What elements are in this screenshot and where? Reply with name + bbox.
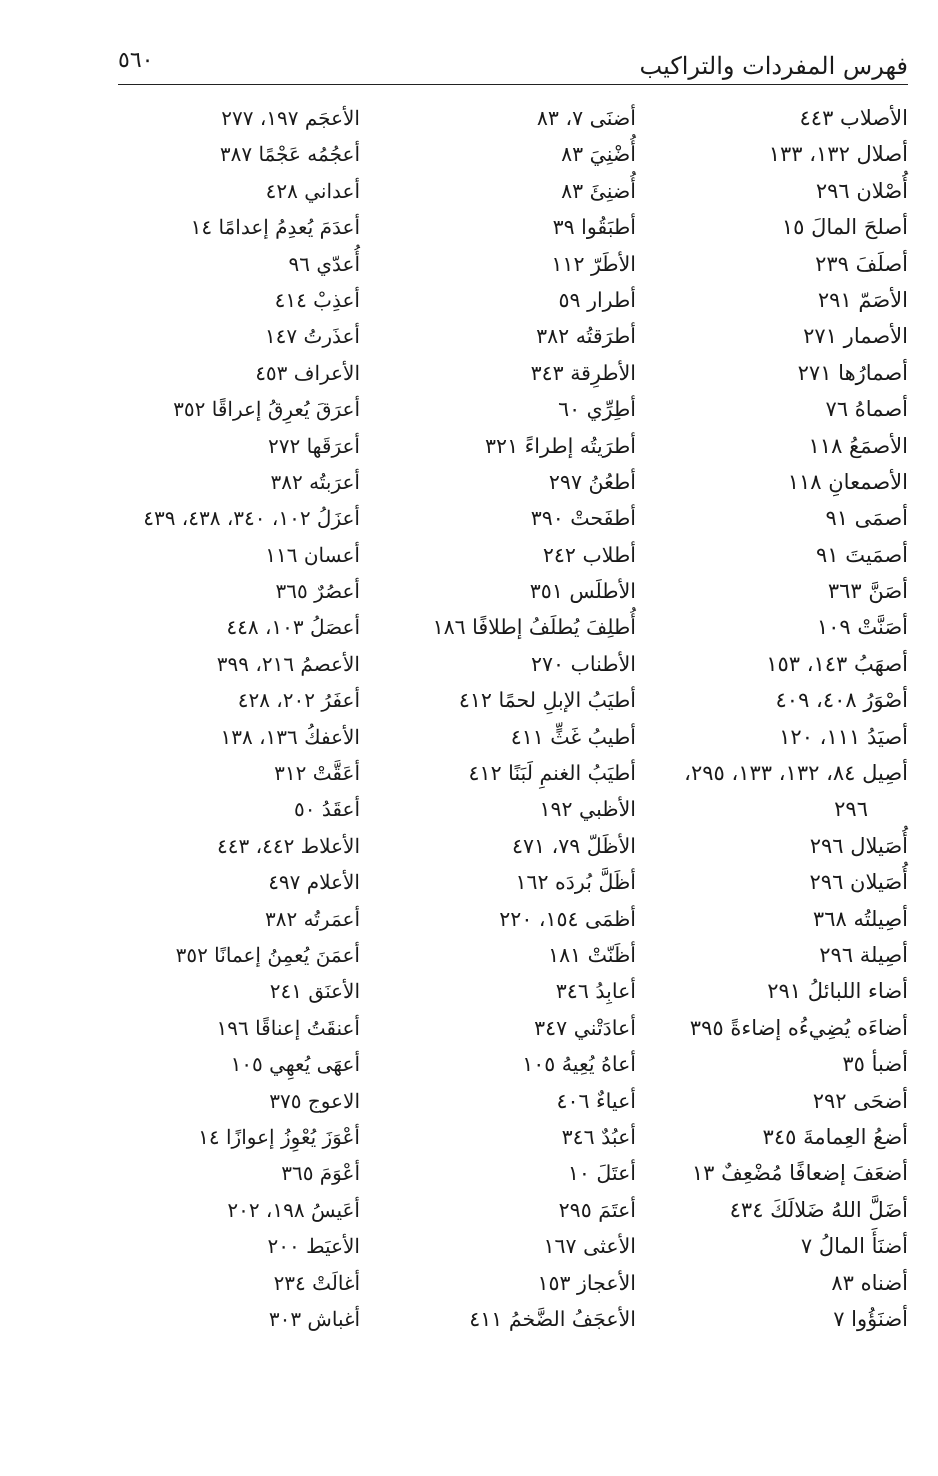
index-entry: أصْوَرُ ٤٠٨، ٤٠٩ (775, 688, 908, 713)
index-entry: أعَيسُ ١٩٨، ٢٠٢ (227, 1197, 360, 1222)
index-entry: أعذَرتُ ١٤٧ (264, 324, 360, 349)
index-entry: الأطَرّ ١١٢ (551, 251, 636, 276)
index-entry: أغالَتْ ٢٣٤ (273, 1270, 360, 1295)
index-entry: الأعصمُ ٢١٦، ٣٩٩ (216, 651, 360, 676)
index-entry: أظَلَّ بُردَه ١٦٢ (515, 870, 636, 895)
index-entry: أطلاب ٢٤٢ (542, 542, 636, 567)
index-entry: أطيَبُ الإبلِ لحمًا ٤١٢ (458, 688, 636, 713)
index-entry: الأصمَعُ ١١٨ (808, 433, 908, 458)
index-entry: الأطلَس ٣٥١ (529, 579, 636, 604)
index-entry: أعصَلُ ١٠٣، ٤٤٨ (226, 615, 360, 640)
index-entry: أعهَى يُعهِي ١٠٥ (230, 1052, 360, 1077)
index-entry: أصَنَّتْ ١٠٩ (816, 615, 908, 640)
index-column-middle (404, 100, 636, 1337)
index-entry: الأعثى ١٦٧ (543, 1234, 636, 1259)
index-entry: أطبَقُوا ٣٩ (552, 215, 636, 240)
index-entry: الأعجَفُ الضَّخمُ ٤١١ (469, 1306, 636, 1331)
index-entry: الأعجَم ١٩٧، ٢٧٧ (221, 106, 360, 130)
index-entry: أعرَقَها ٢٧٢ (268, 433, 360, 458)
index-entry: أصلحَ المالَ ١٥ (781, 215, 908, 240)
index-entry: الأعجاز ١٥٣ (537, 1270, 636, 1295)
index-entry: أصِيل ٨٤، ١٣٢، ١٣٣، ٢٩٥، (684, 761, 908, 786)
index-entry: أعرَقَ يُعرِقُ إعراقًا ٣٥٢ (173, 397, 360, 422)
index-entry: الأعفكُ ١٣٦، ١٣٨ (220, 724, 360, 749)
index-entry: الأصمعانِ ١١٨ (787, 469, 908, 494)
index-entry: أعاهُ يُعِيهُ ١٠٥ (522, 1052, 636, 1077)
index-entry: أصِيلتُه ٣٦٨ (812, 906, 908, 931)
index-entry: أضنَؤُوا ٧ (833, 1306, 908, 1331)
index-entry: أظمَى ١٥٤، ٢٢٠ (499, 906, 636, 931)
index-entry: أضعُ العِمامةَ ٣٤٥ (762, 1124, 908, 1149)
index-entry: أُعدّي ٩٦ (288, 251, 360, 276)
index-entry: الأعلام ٤٩٧ (268, 870, 360, 895)
index-entry: الأصلاب ٤٤٣ (799, 106, 908, 130)
index-entry: أضنَى ٧، ٨٣ (536, 106, 636, 130)
index-entry: أعرَبتُه ٣٨٢ (270, 469, 360, 494)
index-entry: أضنَأَ المالُ ٧ (800, 1234, 908, 1259)
index-entry: أصماهُ ٧٦ (825, 397, 908, 422)
index-entry: أعزَلُ ١٠٢، ٣٤٠، ٤٣٨، ٤٣٩ (143, 506, 360, 531)
index-entry: الأعلاط ٤٤٢، ٤٤٣ (217, 833, 360, 858)
index-entry: أُطلِفَ يُطلَفُ إطلافًا ١٨٦ (432, 615, 636, 640)
index-entry: أضعَفَ إضعافًا مُضْعِفٌ ١٣ (691, 1161, 908, 1186)
index-column-right (608, 100, 908, 1337)
index-entry: الأصَمّ ٢٩١ (817, 287, 908, 312)
page-number: ٥٦٠ (118, 48, 154, 73)
index-entry: أُصَيلال ٢٩٦ (809, 833, 908, 858)
index-entry: أطفَحتْ ٣٩٠ (530, 506, 636, 531)
index-entry: أعنقَتُ إعناقًا ١٩٦ (216, 1015, 360, 1040)
index-entry: أغباش ٣٠٣ (268, 1306, 360, 1331)
index-entry: أعياءٌ ٤٠٦ (556, 1088, 636, 1113)
index-entry: أُصَيلان ٢٩٦ (809, 870, 908, 895)
index-entry: أُصْلان ٢٩٦ (815, 178, 908, 203)
index-entry-continuation: ٢٩٦ (834, 797, 868, 822)
index-entry: أصيَدُ ١١١، ١٢٠ (779, 724, 908, 749)
index-entry: الأعنَق ٢٤١ (269, 979, 360, 1004)
index-entry: أطرَقتُه ٣٨٢ (536, 324, 636, 349)
index-entry: أصهَبُ ١٤٣، ١٥٣ (766, 651, 908, 676)
index-entry: أعذِبْ ٤١٤ (274, 287, 360, 312)
index-entry: أضاء اللبائلُ ٢٩١ (767, 979, 908, 1004)
index-entry: أعادَتْني ٣٤٧ (534, 1015, 636, 1040)
index-entry: أصمَى ٩١ (825, 506, 908, 531)
index-entry: أعَقَّتْ ٣١٢ (274, 761, 360, 786)
index-entry: الأظَلّ ٧٩، ٤٧١ (512, 833, 636, 858)
index-entry: الأطناب ٢٧٠ (531, 651, 636, 676)
index-entry: أصلال ١٣٢، ١٣٣ (768, 142, 908, 167)
index-entry: أصمَيتَ ٩١ (815, 542, 908, 567)
index-entry: أعسان ١١٦ (265, 542, 360, 567)
index-entry: أعمَرتُه ٣٨٢ (265, 906, 360, 931)
index-entry: أعصُرٌ ٣٦٥ (275, 579, 360, 604)
index-entry: أُضنِئَ ٨٣ (561, 178, 636, 203)
index-entry: أضناه ٨٣ (831, 1270, 908, 1295)
index-entry: أعتَلَ ١٠ (567, 1161, 636, 1186)
index-entry: أصلَفَ ٢٣٩ (815, 251, 908, 276)
index-entry: أطرار ٥٩ (558, 287, 636, 312)
index-entry: أظَنّتْ ١٨١ (548, 942, 636, 967)
index-entry: أطِرِّي ٦٠ (558, 397, 636, 422)
index-entry: الأعيَط ٢٠٠ (267, 1234, 360, 1259)
index-entry: الأصمار ٢٧١ (803, 324, 908, 349)
index-entry: أعابِدُ ٣٤٦ (555, 979, 636, 1004)
index-entry: أضحَى ٢٩٢ (812, 1088, 908, 1113)
index-entry: أعْوَمَ ٣٦٥ (281, 1161, 360, 1186)
index-entry: أطيبُ غَثٍّ ٤١١ (510, 724, 636, 749)
index-entry: أعمَنَ يُعمِنُ إعمانًا ٣٥٢ (175, 942, 360, 967)
index-entry: أصِيلة ٢٩٦ (819, 942, 908, 967)
index-entry: أعبُدٌ ٣٤٦ (561, 1124, 636, 1149)
index-entry: الأظبي ١٩٢ (539, 797, 636, 822)
index-entry: أعقَدُ ٥٠ (294, 797, 360, 822)
header-rule (118, 84, 908, 85)
index-entry: أضبأ ٣٥ (842, 1052, 908, 1077)
index-entry: أعدَمَ يُعدِمُ إعدامًا ١٤ (190, 215, 360, 240)
index-entry: الأعراف ٤٥٣ (255, 360, 360, 385)
index-entry: أضاءَه يُضِيءُه إضاءةً ٣٩٥ (689, 1015, 908, 1040)
index-entry: أعجُمُه عَجْمًا ٣٨٧ (219, 142, 360, 167)
index-entry: أُضْنِيَ ٨٣ (561, 142, 636, 167)
index-entry: أعداني ٤٢٨ (265, 178, 360, 203)
index-entry: الأطرِقة ٣٤٣ (530, 360, 636, 385)
index-entry: أضَلَّ اللهُ ضَلالَكَ ٤٣٤ (729, 1197, 908, 1222)
index-entry: أطعُنُ ٢٩٧ (548, 469, 636, 494)
index-entry: أعتَمَ ٢٩٥ (558, 1197, 636, 1222)
index-column-left (100, 100, 360, 1337)
index-entry: أعْوَزَ يُعْوِزُ إعوازًا ١٤ (198, 1124, 360, 1149)
index-entry: أطيَبُ الغنمِ لَبَنًا ٤١٢ (468, 761, 636, 786)
index-entry: الاعوج ٣٧٥ (269, 1088, 360, 1113)
index-entry: أطرَيتُه إطراءً ٣٢١ (485, 433, 636, 458)
index-entry: أصمارُها ٢٧١ (797, 360, 908, 385)
running-title: فهرس المفردات والتراكيب (639, 52, 908, 80)
index-entry: أعفَرُ ٢٠٢، ٤٢٨ (237, 688, 360, 713)
index-entry: أصَنَّ ٣٦٣ (827, 579, 908, 604)
